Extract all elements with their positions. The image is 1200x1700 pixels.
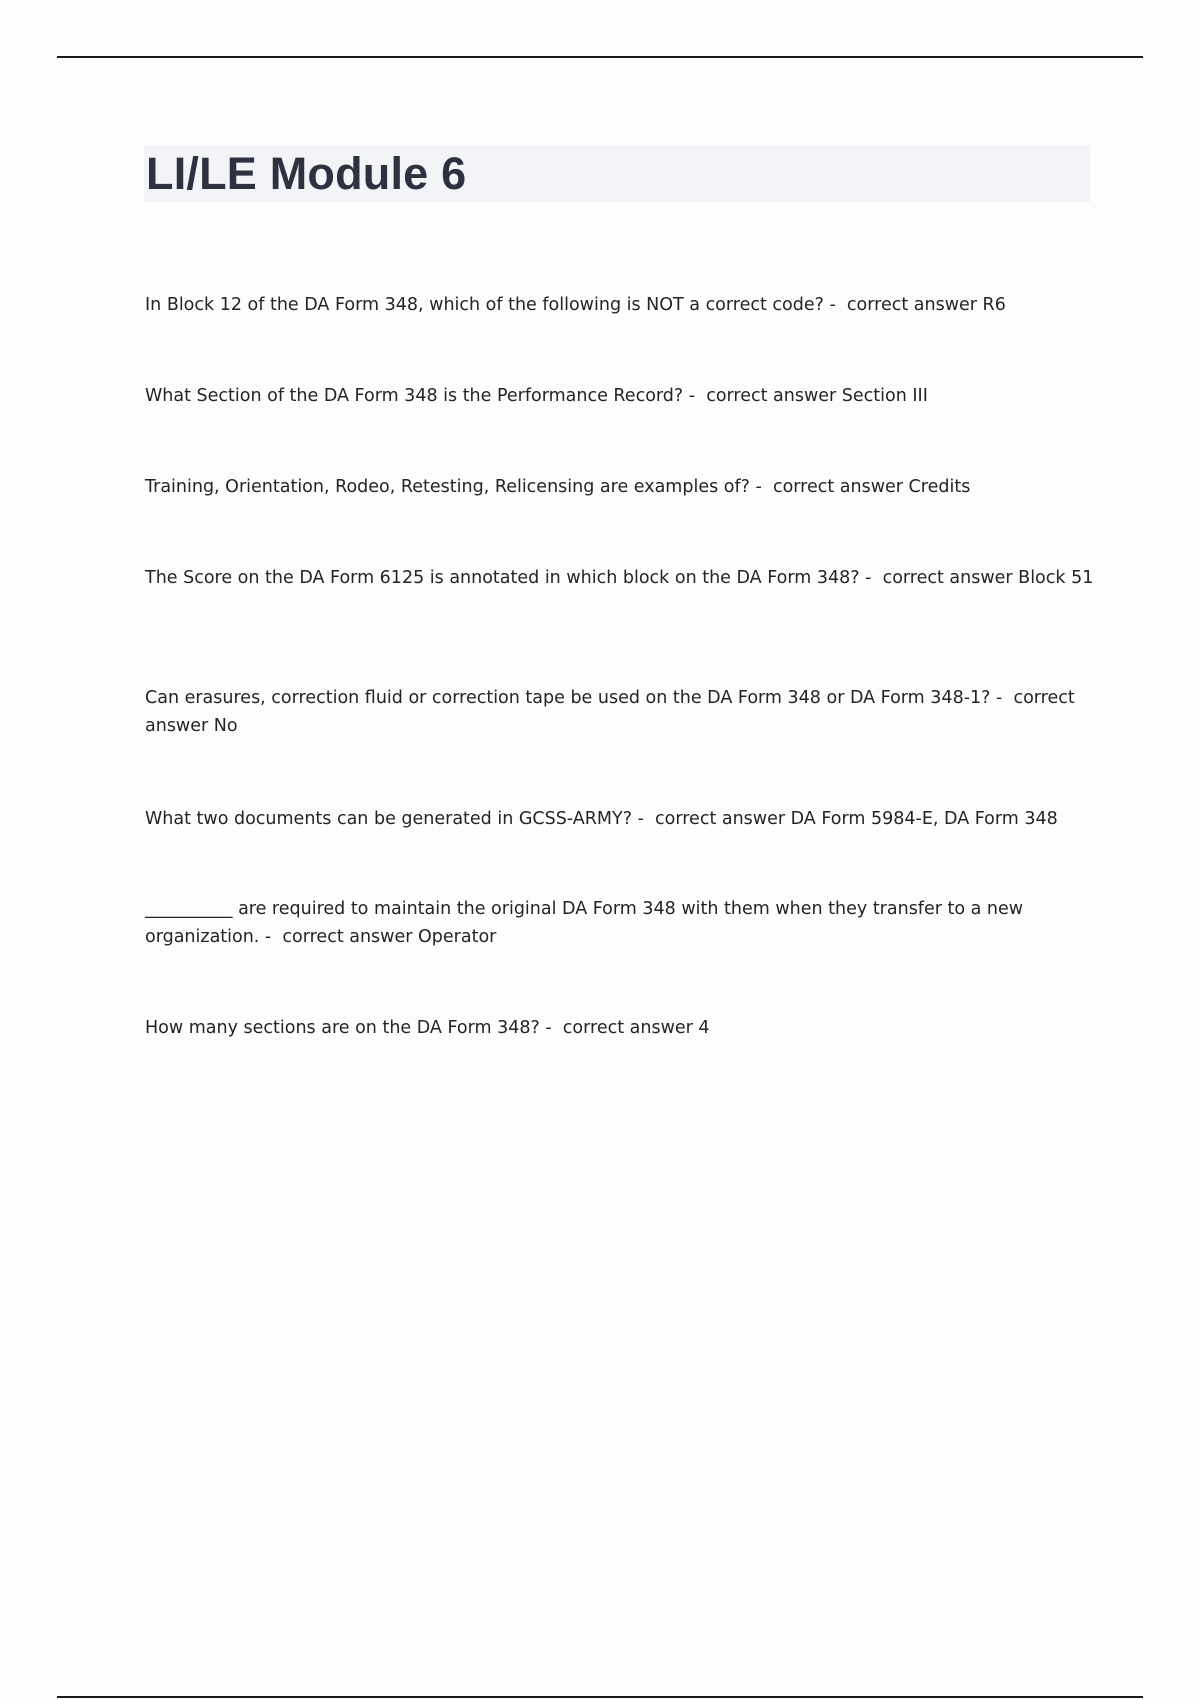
qa-item <box>145 684 1095 740</box>
qa-item <box>145 805 1095 833</box>
question-text: In Block 12 of the DA Form 348, which of the following is NOT a correct code? - <box>145 295 836 315</box>
question-text: __________ are required to maintain the original DA Form 348 with them when they transfer to a new organization. - <box>145 899 1024 947</box>
bottom-divider <box>57 1696 1143 1698</box>
question-text: What two documents can be generated in GCSS-ARMY? - <box>145 809 644 829</box>
qa-item <box>145 291 1095 319</box>
question-text: The Score on the DA Form 6125 is annotated in which block on the DA Form 348? - <box>145 568 872 588</box>
answer-text: correct answer Block 51 <box>882 568 1094 588</box>
question-text: Can erasures, correction fluid or correction tape be used on the DA Form 348 or DA Form 348-1? - <box>145 688 1003 708</box>
answer-text: correct answer 4 <box>562 1018 710 1038</box>
answer-text: correct answer No <box>145 688 1075 736</box>
document-title: LI/LE Module 6 <box>146 148 467 199</box>
qa-item <box>145 473 1095 501</box>
answer-text: correct answer Operator <box>282 927 497 947</box>
answer-text: correct answer Section III <box>706 386 928 406</box>
question-text: Training, Orientation, Rodeo, Retesting, Relicensing are examples of? - <box>145 477 762 497</box>
qa-item <box>145 895 1095 951</box>
question-text: How many sections are on the DA Form 348? - <box>145 1018 552 1038</box>
qa-item <box>145 564 1095 592</box>
qa-item <box>145 382 1095 410</box>
question-text: What Section of the DA Form 348 is the Performance Record? - <box>145 386 696 406</box>
answer-text: correct answer DA Form 5984-E, DA Form 348 <box>655 809 1058 829</box>
qa-item <box>145 1014 1095 1042</box>
answer-text: correct answer R6 <box>846 295 1006 315</box>
answer-text: correct answer Credits <box>772 477 971 497</box>
top-divider <box>57 56 1143 58</box>
